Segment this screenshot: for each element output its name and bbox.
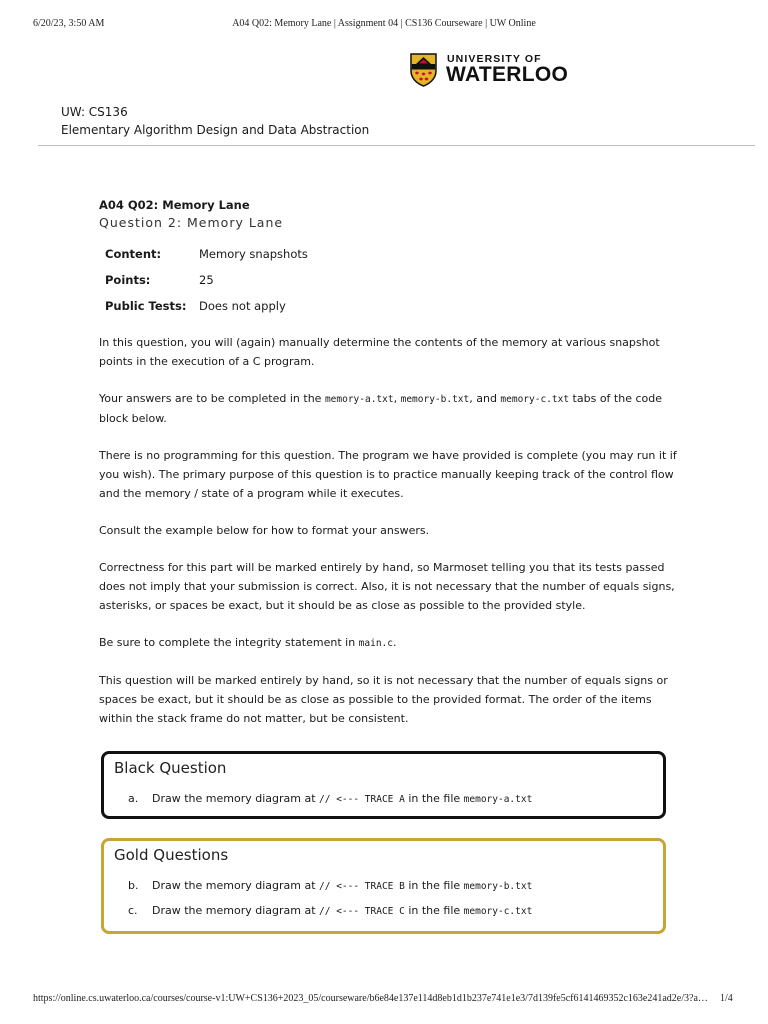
- paragraph-no-programming: There is no programming for this question. The program we have provided is complete (you may run it if you wish). The primary purpose of this question is to practice manually keeping track of the control flow and the memory / state of a program while it executes.: [99, 449, 677, 500]
- text-fragment: tabs of the code block below.: [99, 392, 662, 425]
- logo-waterloo: WATERLOO: [446, 63, 569, 86]
- gold-questions-box: [101, 838, 666, 934]
- meta-row-points: [99, 273, 308, 299]
- question-content: [99, 197, 679, 728]
- meta-label: Points:: [105, 273, 151, 287]
- question-subtitle: Question 2: Memory Lane: [99, 215, 284, 230]
- trace-code: // <--- TRACE C: [319, 906, 405, 917]
- print-footer: [0, 993, 768, 1007]
- item-text: Draw the memory diagram at: [152, 792, 320, 805]
- file-code: memory-a.txt: [463, 794, 533, 805]
- item-text: in the file: [404, 792, 464, 805]
- paragraph-answer-files: [99, 389, 679, 428]
- course-header: [61, 103, 369, 139]
- item-text: in the file: [404, 879, 464, 892]
- gold-questions-title: Gold Questions: [114, 846, 229, 864]
- black-question-box: [101, 751, 666, 819]
- meta-value: 25: [199, 273, 214, 287]
- text-fragment: Be sure to complete the integrity statement in: [99, 636, 359, 649]
- question-item-c: [128, 903, 532, 920]
- text-fragment: Your answers are to be completed in the: [99, 392, 325, 405]
- course-code: UW: CS136: [61, 105, 128, 119]
- item-text: Draw the memory diagram at: [152, 879, 320, 892]
- paragraph-consult-example: Consult the example below for how to format your answers.: [99, 524, 430, 537]
- paragraph-intro: In this question, you will (again) manually determine the contents of the memory at various snapshot points in the execution of a C program.: [99, 336, 660, 368]
- item-letter: a.: [128, 792, 139, 805]
- question-item-b: [128, 878, 532, 895]
- item-letter: c.: [128, 904, 138, 917]
- logo-university-of: UNIVERSITY OF: [447, 53, 542, 65]
- waterloo-crest-icon: [410, 53, 437, 87]
- paragraph-correctness: Correctness for this part will be marked entirely by hand, so Marmoset telling you that its tests passed does not imply that your submission is correct. Also, it is not necessary that the number of equals signs, asterisks, or spaces be exact, but it should be as close as possible to the provided style.: [99, 561, 675, 612]
- print-datetime: 6/20/23, 3:50 AM: [33, 18, 105, 29]
- meta-value: Memory snapshots: [199, 247, 308, 261]
- course-name: Elementary Algorithm Design and Data Abstraction: [61, 123, 370, 137]
- meta-label: Public Tests:: [105, 299, 187, 313]
- trace-code: // <--- TRACE A: [319, 794, 405, 805]
- header-divider: [38, 145, 755, 146]
- text-fragment: ,: [393, 392, 401, 405]
- question-title: A04 Q02: Memory Lane: [99, 198, 250, 212]
- black-question-title: Black Question: [114, 759, 227, 777]
- print-page-title: A04 Q02: Memory Lane | Assignment 04 | CS136 Courseware | UW Online: [232, 18, 536, 29]
- code-memory-c: memory-c.txt: [500, 394, 570, 405]
- item-text: Draw the memory diagram at: [152, 904, 320, 917]
- file-code: memory-b.txt: [463, 881, 533, 892]
- paragraph-marking: This question will be marked entirely by hand, so it is not necessary that the number of equals signs or spaces be exact, but it should be as close as possible to the provided format. The order of the items within the stack frame do not matter, but be consistent.: [99, 674, 668, 725]
- code-memory-b: memory-b.txt: [400, 394, 470, 405]
- meta-row-content: [99, 247, 308, 273]
- meta-value: Does not apply: [199, 299, 286, 313]
- code-main-c: main.c: [358, 638, 393, 649]
- trace-code: // <--- TRACE B: [319, 881, 405, 892]
- university-logo[interactable]: [410, 52, 569, 88]
- question-item-a: [128, 791, 532, 808]
- meta-row-public-tests: [99, 299, 308, 325]
- item-text: in the file: [404, 904, 464, 917]
- print-page-number: 1/4: [720, 993, 733, 1004]
- print-url: https://online.cs.uwaterloo.ca/courses/course-v1:UW+CS136+2023_05/courseware/b6e84e137e114d8eb1d1b237e741e1e3/7d139fe5cf6141469352c163e241ad2e/3?a…: [33, 993, 708, 1004]
- text-fragment: , and: [469, 392, 501, 405]
- print-header: [0, 18, 768, 32]
- text-fragment: .: [393, 636, 397, 649]
- meta-label: Content:: [105, 247, 162, 261]
- code-memory-a: memory-a.txt: [324, 394, 394, 405]
- file-code: memory-c.txt: [463, 906, 533, 917]
- paragraph-integrity: [99, 633, 679, 653]
- question-meta-table: [99, 247, 308, 325]
- item-letter: b.: [128, 879, 139, 892]
